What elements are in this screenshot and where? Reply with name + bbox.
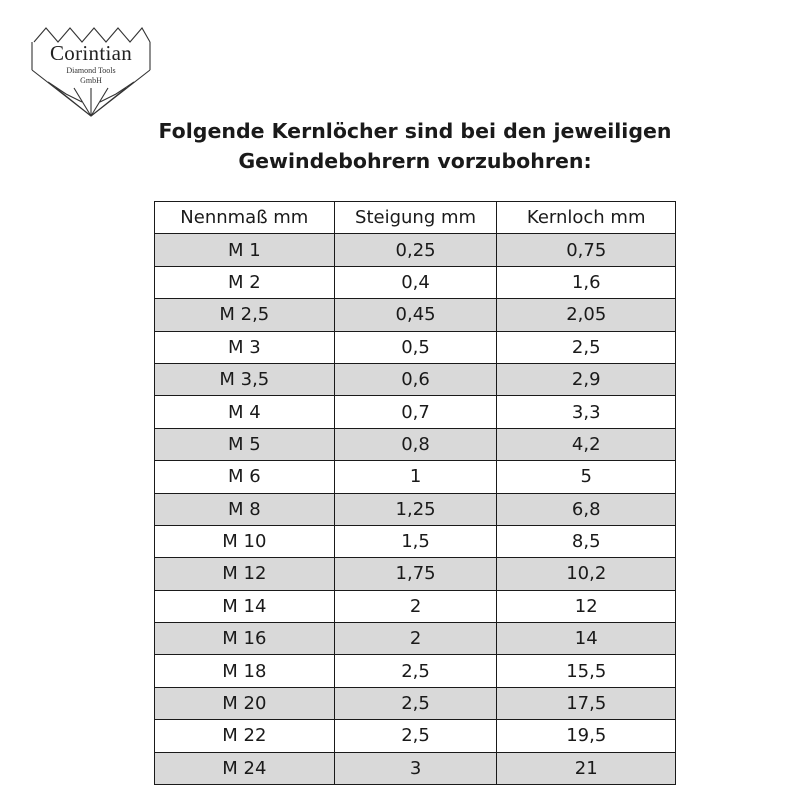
table-row: [155, 623, 676, 655]
nominal-size-cell: M 8: [155, 493, 335, 525]
nominal-size-cell: M 3,5: [155, 363, 335, 395]
table-row: [155, 363, 676, 395]
core-hole-cell: 4,2: [497, 428, 676, 460]
table-row: [155, 396, 676, 428]
table-body: [155, 234, 676, 785]
table-row: [155, 752, 676, 784]
pitch-cell: 0,5: [334, 331, 497, 363]
core-hole-cell: 10,2: [497, 558, 676, 590]
pitch-cell: 0,7: [334, 396, 497, 428]
core-hole-cell: 0,75: [497, 234, 676, 266]
header-core-hole: Kernloch mm: [497, 202, 676, 234]
nominal-size-cell: M 14: [155, 590, 335, 622]
table-row: [155, 687, 676, 719]
core-hole-cell: 12: [497, 590, 676, 622]
header-pitch: Steigung mm: [334, 202, 497, 234]
pitch-cell: 2: [334, 590, 497, 622]
core-hole-cell: 14: [497, 623, 676, 655]
title-line-1: Folgende Kernlöcher sind bei den jeweiligen: [158, 119, 672, 143]
table-row: [155, 558, 676, 590]
core-hole-cell: 2,5: [497, 331, 676, 363]
pitch-cell: 2: [334, 623, 497, 655]
core-hole-cell: 19,5: [497, 720, 676, 752]
nominal-size-cell: M 10: [155, 525, 335, 557]
nominal-size-cell: M 3: [155, 331, 335, 363]
table-row: [155, 266, 676, 298]
core-hole-cell: 1,6: [497, 266, 676, 298]
core-hole-cell: 15,5: [497, 655, 676, 687]
core-hole-cell: 21: [497, 752, 676, 784]
core-hole-cell: 2,9: [497, 363, 676, 395]
pitch-cell: 0,25: [334, 234, 497, 266]
nominal-size-cell: M 1: [155, 234, 335, 266]
nominal-size-cell: M 2,5: [155, 299, 335, 331]
pitch-cell: 0,4: [334, 266, 497, 298]
table-row: [155, 299, 676, 331]
nominal-size-cell: M 24: [155, 752, 335, 784]
core-hole-cell: 5: [497, 461, 676, 493]
table-row: [155, 331, 676, 363]
company-logo: [26, 22, 156, 120]
pitch-cell: 2,5: [334, 687, 497, 719]
pitch-cell: 1: [334, 461, 497, 493]
logo-company-form: GmbH: [80, 76, 102, 85]
table-row: [155, 461, 676, 493]
logo-brand-name: Corintian: [49, 41, 133, 65]
title-line-2: Gewindebohrern vorzubohren:: [238, 149, 592, 173]
table-row: [155, 590, 676, 622]
page-title: [100, 116, 730, 176]
logo-subtitle: Diamond Tools: [66, 66, 116, 75]
nominal-size-cell: M 4: [155, 396, 335, 428]
table-row: [155, 493, 676, 525]
pitch-cell: 1,25: [334, 493, 497, 525]
nominal-size-cell: M 16: [155, 623, 335, 655]
pitch-cell: 0,6: [334, 363, 497, 395]
core-hole-table: [154, 201, 676, 785]
pitch-cell: 1,5: [334, 525, 497, 557]
pitch-cell: 3: [334, 752, 497, 784]
nominal-size-cell: M 6: [155, 461, 335, 493]
core-hole-cell: 17,5: [497, 687, 676, 719]
core-hole-cell: 6,8: [497, 493, 676, 525]
nominal-size-cell: M 2: [155, 266, 335, 298]
core-hole-cell: 2,05: [497, 299, 676, 331]
table-row: [155, 428, 676, 460]
pitch-cell: 0,45: [334, 299, 497, 331]
table-row: [155, 720, 676, 752]
nominal-size-cell: M 12: [155, 558, 335, 590]
nominal-size-cell: M 5: [155, 428, 335, 460]
pitch-cell: 2,5: [334, 655, 497, 687]
pitch-cell: 1,75: [334, 558, 497, 590]
pitch-cell: 2,5: [334, 720, 497, 752]
core-hole-cell: 3,3: [497, 396, 676, 428]
nominal-size-cell: M 18: [155, 655, 335, 687]
table-row: [155, 234, 676, 266]
nominal-size-cell: M 20: [155, 687, 335, 719]
table-row: [155, 655, 676, 687]
table-header-row: [155, 202, 676, 234]
table-row: [155, 525, 676, 557]
core-hole-cell: 8,5: [497, 525, 676, 557]
header-nominal-size: Nennmaß mm: [155, 202, 335, 234]
nominal-size-cell: M 22: [155, 720, 335, 752]
pitch-cell: 0,8: [334, 428, 497, 460]
